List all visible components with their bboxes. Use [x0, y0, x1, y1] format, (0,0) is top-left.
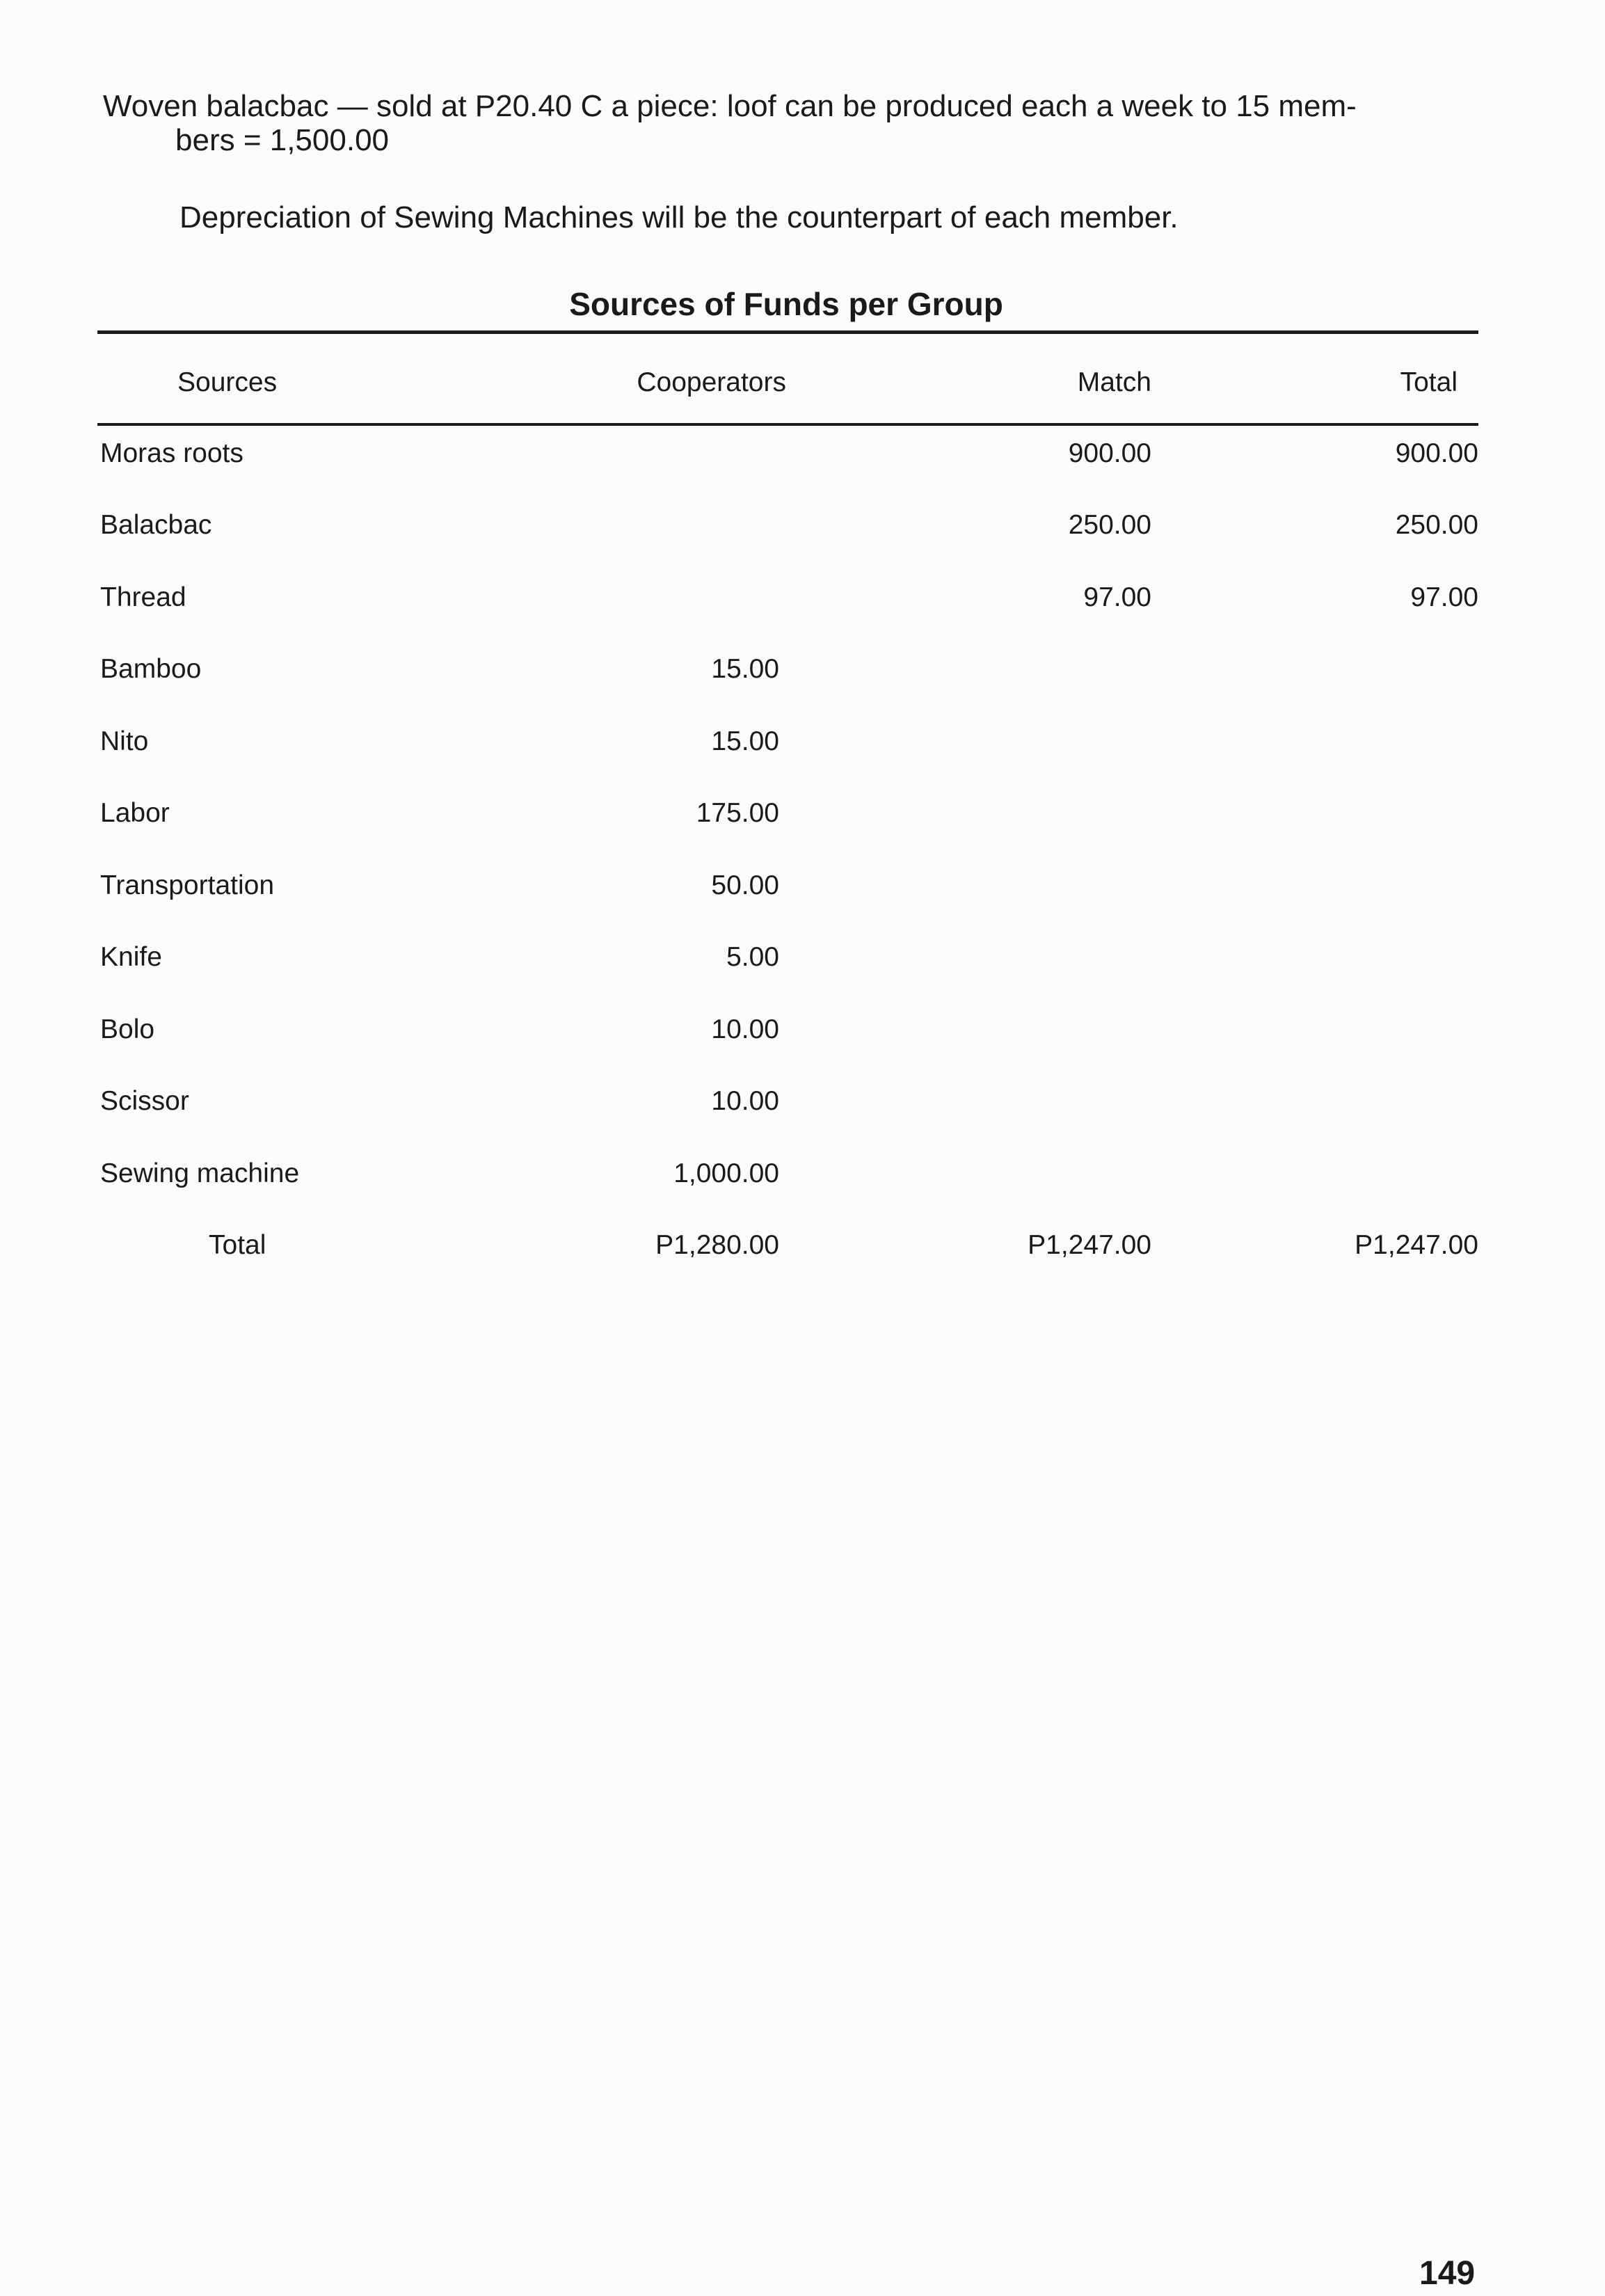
table-row [97, 994, 1478, 1066]
intro-paragraph [103, 89, 1508, 158]
cell-match [800, 778, 1190, 850]
cell-source: Bamboo [100, 654, 202, 685]
table-top-rule [97, 330, 1478, 334]
cell-match: 900.00 [1068, 438, 1151, 468]
cell-source: Nito [100, 726, 149, 756]
header-sources: Sources [177, 367, 278, 397]
total-match: P1,247.00 [1028, 1230, 1151, 1261]
cell-match [800, 922, 1190, 994]
table-row [97, 417, 1478, 490]
cell-source: Bolo [100, 1014, 155, 1044]
total-total: P1,247.00 [1355, 1230, 1478, 1261]
cell-cooperators: 1,000.00 [673, 1158, 779, 1188]
cell-cooperators: 5.00 [726, 942, 779, 973]
cell-total [1190, 994, 1478, 1066]
cell-source: Knife [100, 942, 162, 973]
cell-cooperators: 50.00 [711, 870, 779, 900]
table-row [97, 561, 1478, 634]
cell-source: Moras roots [100, 438, 243, 468]
table-row [97, 634, 1478, 706]
cell-cooperators: 15.00 [711, 654, 779, 685]
cell-total [1190, 634, 1478, 706]
cell-total [1190, 850, 1478, 922]
cell-cooperators: 175.00 [696, 798, 779, 829]
cell-cooperators [487, 417, 800, 490]
table-body [97, 417, 1478, 1210]
cell-source: Balacbac [100, 510, 212, 541]
cell-source: Transportation [100, 870, 275, 900]
intro-line-1: Woven balacbac — sold at P20.40 C a piece: loof can be produced each a week to 15 mem- [103, 89, 1357, 123]
table-title: Sources of Funds per Group [569, 286, 1003, 322]
cell-total [1190, 922, 1478, 994]
intro-line-2: bers = 1,500.00 [175, 123, 390, 158]
cell-source: Labor [100, 798, 170, 829]
header-total: Total [1400, 367, 1458, 397]
page-number: 149 [1419, 2255, 1476, 2292]
cell-match [800, 850, 1190, 922]
table-row [97, 705, 1478, 778]
total-row [97, 1210, 1478, 1282]
cell-cooperators [487, 561, 800, 634]
cell-match [800, 634, 1190, 706]
cell-total: 250.00 [1395, 510, 1478, 541]
funds-table [97, 348, 1478, 1282]
depreciation-note: Depreciation of Sewing Machines will be the counterpart of each member. [179, 200, 1179, 234]
header-match: Match [1077, 367, 1151, 397]
cell-match [800, 994, 1190, 1066]
cell-cooperators [487, 490, 800, 562]
table-row [97, 778, 1478, 850]
cell-match [800, 705, 1190, 778]
table-row [97, 922, 1478, 994]
cell-match [800, 1066, 1190, 1138]
cell-total [1190, 1138, 1478, 1210]
cell-source: Scissor [100, 1086, 189, 1117]
table-row [97, 1066, 1478, 1138]
cell-cooperators: 10.00 [711, 1014, 779, 1044]
cell-total: 97.00 [1410, 582, 1478, 612]
cell-source: Sewing machine [100, 1158, 300, 1188]
cell-cooperators: 10.00 [711, 1086, 779, 1117]
table-header-row [97, 348, 1478, 417]
cell-match: 97.00 [1083, 582, 1151, 612]
cell-total [1190, 1066, 1478, 1138]
cell-source: Thread [100, 582, 186, 612]
cell-total: 900.00 [1395, 438, 1478, 468]
header-cooperators: Cooperators [637, 367, 786, 397]
total-label: Total [209, 1230, 266, 1261]
table-row [97, 1138, 1478, 1210]
cell-total [1190, 705, 1478, 778]
cell-match: 250.00 [1068, 510, 1151, 541]
table-row [97, 850, 1478, 922]
cell-match [800, 1138, 1190, 1210]
total-cooperators: P1,280.00 [655, 1230, 779, 1261]
cell-total [1190, 778, 1478, 850]
table-row [97, 490, 1478, 562]
cell-cooperators: 15.00 [711, 726, 779, 756]
